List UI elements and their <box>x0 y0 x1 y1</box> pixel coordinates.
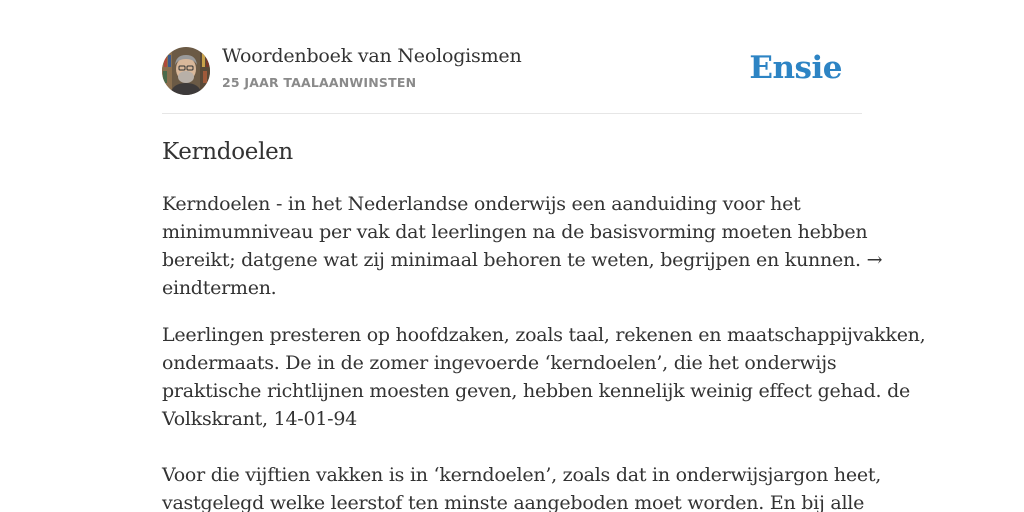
ensie-logo[interactable]: Ensie <box>749 50 842 86</box>
quote-line: vastgelegd welke leerstof ten minste aangeboden moet worden. En bij alle <box>162 492 865 512</box>
publication-name[interactable]: Woordenboek van Neologismen <box>222 45 522 67</box>
publication-tagline: 25 JAAR TAALAANWINSTEN <box>222 75 417 90</box>
content-column <box>162 0 926 512</box>
author-portrait-icon <box>162 47 210 95</box>
quote-line: Voor die vijftien vakken is in ‘kerndoelen’, zoals dat in onderwijsjargon heet, <box>162 464 882 486</box>
site-header <box>162 0 862 114</box>
entry-quotes <box>162 321 926 512</box>
author-avatar[interactable] <box>162 47 210 95</box>
definition-line: minimumniveau per vak dat leerlingen na de basisvorming moeten hebben <box>162 221 868 243</box>
quote-line: Leerlingen presteren op hoofdzaken, zoals taal, rekenen en maatschappijvakken, <box>162 324 926 346</box>
definition-line: Kerndoelen - in het Nederlandse onderwijs een aanduiding voor het <box>162 193 801 215</box>
definition-line: bereikt; datgene wat zij minimaal behoren te weten, begrijpen en kunnen. → <box>162 249 883 271</box>
definition-line: eindtermen. <box>162 277 277 299</box>
quote-line: praktische richtlijnen moesten geven, hebben kennelijk weinig effect gehad. de <box>162 380 910 402</box>
quote-spacer <box>162 433 862 461</box>
quote-line: Volkskrant, 14-01-94 <box>162 408 358 430</box>
entry-title: Kerndoelen <box>162 139 293 165</box>
entry-definition <box>162 190 883 302</box>
quote-line: ondermaats. De in de zomer ingevoerde ‘kerndoelen’, die het onderwijs <box>162 352 837 374</box>
entry-body <box>162 190 926 512</box>
